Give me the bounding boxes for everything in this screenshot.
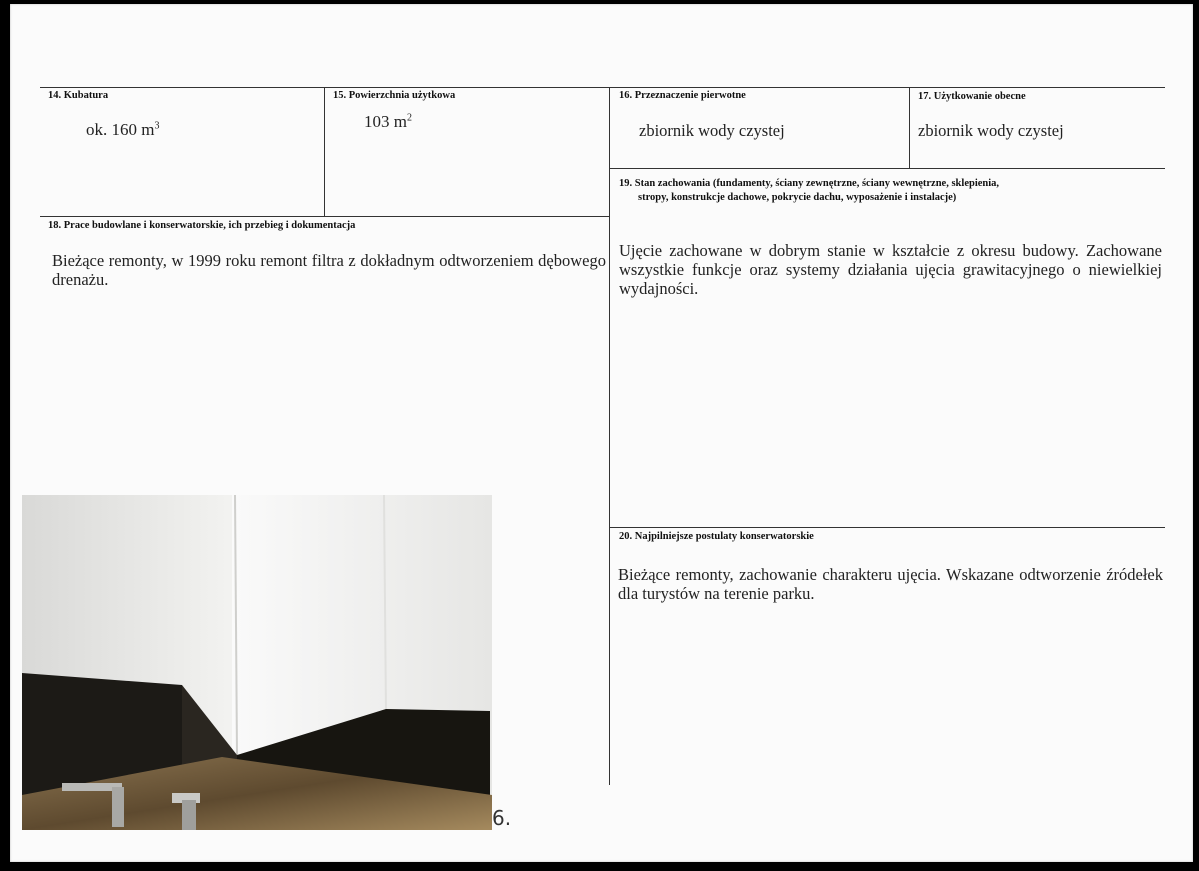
- interior-photo: [22, 495, 492, 830]
- field-17-label: 17. Użytkowanie obecne: [918, 91, 1026, 102]
- divider-15-16: [609, 87, 610, 785]
- field-17-value: zbiornik wody czystej: [918, 121, 1064, 140]
- field-20-text: Bieżące remonty, zachowanie charakteru ujęcia. Wskazane odtworzenie źródełek dla turystów na terenie parku.: [618, 565, 1163, 603]
- photo-number: 6.: [492, 806, 512, 830]
- field-15-value: [364, 112, 412, 132]
- field-14-label: 14. Kubatura: [48, 90, 109, 101]
- divider-14-15: [324, 87, 325, 217]
- field-16-value: zbiornik wody czystej: [639, 121, 785, 140]
- field-19-text: Ujęcie zachowane w dobrym stanie w kształcie z okresu budowy. Zachowane wszystkie funkcje oraz systemy działania ujęcia grawitacyjnego o niewielkiej wydajności.: [619, 241, 1162, 298]
- divider-16-17: [909, 87, 910, 169]
- field-14-number: ok. 160 m: [86, 120, 155, 139]
- field-20-label: 20. Najpilniejsze postulaty konserwatorskie: [619, 531, 814, 542]
- field-19-label-line1: 19. Stan zachowania (fundamenty, ściany zewnętrzne, ściany wewnętrzne, sklepienia,: [619, 178, 1000, 189]
- field-15-unit-exponent: 2: [406, 112, 412, 124]
- field-14-value: [86, 120, 159, 140]
- rule-above-18: [40, 216, 610, 217]
- field-14-unit-exponent: 3: [154, 120, 160, 132]
- rule-below-16-17: [609, 168, 1165, 169]
- field-15-number: 103 m: [364, 112, 407, 131]
- field-16-label: 16. Przeznaczenie pierwotne: [619, 90, 746, 101]
- top-rule: [40, 87, 1165, 88]
- field-18-text: Bieżące remonty, w 1999 roku remont filtra z dokładnym odtworzeniem dębowego drenażu.: [52, 251, 606, 289]
- field-19-label-line2: stropy, konstrukcje dachowe, pokrycie dachu, wyposażenie i instalacje): [638, 192, 957, 203]
- interior-photo-drawing: [22, 495, 492, 830]
- rule-above-20: [609, 527, 1165, 528]
- field-18-label: 18. Prace budowlane i konserwatorskie, ich przebieg i dokumentacja: [48, 220, 356, 231]
- field-15-label: 15. Powierzchnia użytkowa: [333, 90, 456, 101]
